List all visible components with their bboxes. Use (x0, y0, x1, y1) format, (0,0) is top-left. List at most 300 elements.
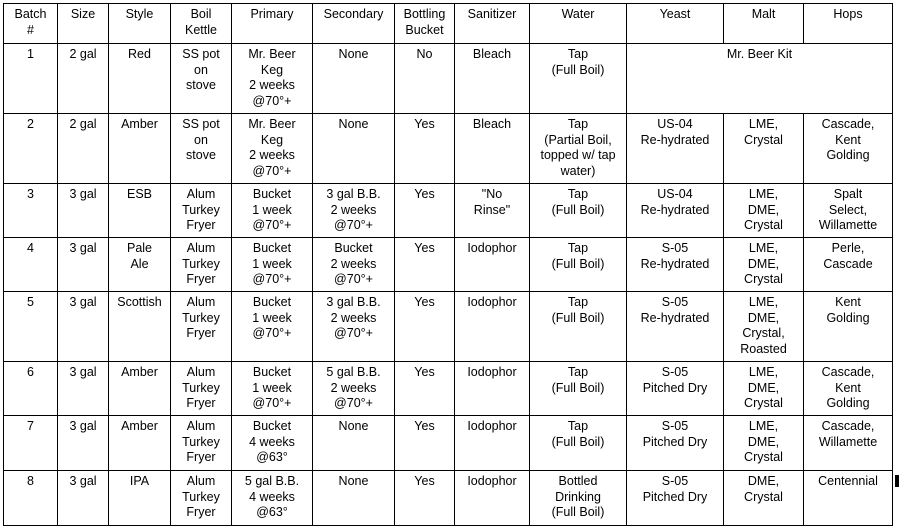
cell-text: Pitched Dry (642, 380, 708, 395)
cell-text: (Full Boil) (551, 380, 605, 395)
cell-text: 3 gal (69, 187, 97, 201)
cell-water (530, 44, 627, 114)
cell-text: Bucket (334, 241, 373, 255)
cell-text: Willamette (818, 218, 878, 232)
cell-secondary (313, 362, 395, 416)
cell-size (58, 114, 109, 184)
header-sanitizer (455, 4, 530, 44)
cell-style (109, 292, 171, 362)
table-row (4, 292, 893, 362)
cell-text: Alum (186, 365, 216, 379)
cell-text: IPA (129, 474, 150, 488)
cell-text: (Partial Boil, (544, 132, 612, 147)
cell-text: Bucket (252, 419, 292, 433)
cell-text: "No (481, 187, 503, 201)
cell-yeast (627, 416, 724, 471)
cell-yeast (627, 471, 724, 526)
header-text: Primary (250, 7, 294, 21)
cell-text: Yes (414, 419, 435, 433)
cell-text: on (194, 62, 208, 77)
cell-text: Yes (414, 187, 435, 201)
cell-sanitizer (455, 362, 530, 416)
header-text: Boil (190, 7, 212, 21)
header-secondary (313, 4, 395, 44)
edge-marker (895, 475, 899, 487)
cell-text: Select, (828, 202, 868, 217)
cell-secondary (313, 292, 395, 362)
cell-text: DME, (747, 256, 780, 271)
cell-text: Tap (567, 117, 589, 131)
cell-batch (4, 471, 58, 526)
cell-text: Drinking (555, 489, 601, 504)
cell-hops (804, 416, 893, 471)
cell-text: 8 (27, 474, 34, 488)
cell-text: 2 (27, 117, 34, 131)
header-text: Bottling (403, 7, 446, 21)
cell-text: Centennial (818, 474, 878, 488)
cell-text: Kent (835, 132, 861, 147)
cell-hops (804, 471, 893, 526)
cell-text: Scottish (117, 295, 162, 309)
cell-text: on (194, 132, 208, 147)
cell-text: 2 weeks (330, 256, 377, 271)
cell-sanitizer (455, 292, 530, 362)
cell-primary (232, 471, 313, 526)
header-text: Malt (751, 7, 776, 21)
cell-text: S-05 (661, 419, 689, 433)
cell-primary (232, 416, 313, 471)
cell-text: Alum (186, 187, 216, 201)
cell-sanitizer (455, 471, 530, 526)
cell-style (109, 471, 171, 526)
cell-text: Bleach (472, 117, 512, 131)
cell-primary (232, 362, 313, 416)
cell-water (530, 362, 627, 416)
cell-batch (4, 238, 58, 292)
cell-text: Cascade, (821, 419, 875, 433)
cell-text: topped w/ tap (540, 148, 616, 162)
cell-size (58, 184, 109, 238)
cell-water (530, 292, 627, 362)
cell-primary (232, 292, 313, 362)
cell-text: 2 weeks (330, 202, 377, 217)
header-malt (724, 4, 804, 44)
cell-text: Re-hydrated (640, 310, 710, 325)
cell-kettle (171, 184, 232, 238)
cell-text: Tap (567, 241, 589, 255)
cell-text: @70°+ (334, 326, 373, 340)
cell-text: Re-hydrated (640, 256, 710, 271)
cell-text: Fryer (186, 505, 216, 519)
cell-size (58, 238, 109, 292)
cell-primary (232, 44, 313, 114)
cell-size (58, 416, 109, 471)
cell-text: Bottled (558, 474, 598, 488)
cell-style (109, 114, 171, 184)
cell-text: Tap (567, 295, 589, 309)
cell-text: None (338, 117, 369, 131)
cell-malt (724, 238, 804, 292)
cell-text: 5 gal B.B. (244, 474, 300, 488)
cell-text: LME, (748, 365, 779, 379)
cell-malt (724, 114, 804, 184)
cell-text: (Full Boil) (551, 256, 605, 271)
cell-text: DME, (747, 474, 780, 488)
cell-text: Bleach (472, 47, 512, 61)
cell-text: Crystal (744, 272, 783, 286)
cell-text: Yes (414, 117, 435, 131)
cell-text: @70°+ (334, 272, 373, 286)
cell-text: @70°+ (252, 396, 292, 410)
cell-text: 1 week (252, 256, 292, 271)
cell-text: 4 weeks (249, 434, 295, 449)
cell-batch (4, 114, 58, 184)
cell-text: Golding (826, 148, 870, 162)
cell-text: Fryer (186, 450, 216, 464)
cell-text: 4 weeks (249, 489, 295, 504)
cell-text: 5 (27, 295, 34, 309)
cell-size (58, 471, 109, 526)
cell-text: SS pot (182, 47, 220, 61)
cell-text: Yes (414, 474, 435, 488)
cell-text: @70°+ (334, 396, 373, 410)
cell-text: None (338, 47, 369, 61)
cell-hops (804, 114, 893, 184)
cell-primary (232, 238, 313, 292)
cell-text: LME, (748, 117, 779, 131)
cell-size (58, 362, 109, 416)
cell-text: 3 gal (69, 241, 97, 255)
cell-primary (232, 184, 313, 238)
header-text: Batch (14, 7, 47, 21)
cell-text: S-05 (661, 474, 689, 488)
cell-text: (Full Boil) (551, 202, 605, 217)
cell-secondary (313, 44, 395, 114)
cell-text: 2 gal (69, 47, 97, 61)
cell-text: Yes (414, 365, 435, 379)
cell-text: Turkey (182, 310, 220, 325)
table-row (4, 416, 893, 471)
cell-text: US-04 (657, 117, 693, 131)
cell-text: @70°+ (252, 272, 292, 286)
cell-text: Fryer (186, 218, 216, 232)
cell-text: Mr. Beer (248, 47, 296, 61)
cell-hops (804, 184, 893, 238)
cell-text: Re-hydrated (640, 132, 710, 147)
cell-text: Alum (186, 295, 216, 309)
cell-secondary (313, 238, 395, 292)
cell-bottling (395, 184, 455, 238)
cell-style (109, 416, 171, 471)
cell-text: Ale (130, 256, 149, 271)
cell-text: Iodophor (467, 474, 517, 488)
header-text: Sanitizer (467, 7, 517, 21)
cell-kettle (171, 238, 232, 292)
cell-text: Pitched Dry (642, 434, 708, 449)
cell-style (109, 184, 171, 238)
cell-text: ESB (126, 187, 152, 201)
cell-kit (627, 44, 893, 114)
cell-text: Crystal (744, 396, 783, 410)
cell-text: Amber (121, 419, 158, 433)
cell-text: @70°+ (252, 93, 292, 108)
cell-text: Alum (186, 241, 216, 255)
cell-text: Alum (186, 419, 216, 433)
header-yeast (627, 4, 724, 44)
cell-text: Turkey (182, 256, 220, 271)
cell-text: S-05 (661, 295, 689, 309)
cell-malt (724, 184, 804, 238)
cell-water (530, 184, 627, 238)
cell-kettle (171, 471, 232, 526)
cell-text: @70°+ (334, 218, 373, 232)
cell-text: 2 gal (69, 117, 97, 131)
cell-text: Turkey (182, 489, 220, 504)
cell-text: Crystal (744, 132, 783, 147)
cell-text: Crystal (744, 450, 783, 464)
cell-text: @70°+ (252, 218, 292, 232)
header-text: Secondary (323, 7, 384, 21)
cell-kettle (171, 362, 232, 416)
cell-secondary (313, 416, 395, 471)
cell-text: Tap (567, 419, 589, 433)
cell-malt (724, 471, 804, 526)
cell-primary (232, 114, 313, 184)
cell-text: Bucket (252, 295, 292, 309)
cell-text: (Full Boil) (551, 310, 605, 325)
cell-text: Pitched Dry (642, 489, 708, 504)
cell-text: Kent (835, 295, 861, 309)
cell-hops (804, 292, 893, 362)
cell-bottling (395, 292, 455, 362)
cell-text: US-04 (657, 187, 693, 201)
header-style (109, 4, 171, 44)
brew-log-table (3, 3, 893, 526)
header-text: Hops (833, 7, 863, 21)
cell-yeast (627, 238, 724, 292)
cell-text: LME, (748, 419, 779, 433)
cell-text: LME, (748, 241, 779, 255)
cell-text: 4 (27, 241, 34, 255)
cell-style (109, 238, 171, 292)
header-size (58, 4, 109, 44)
header-hops (804, 4, 893, 44)
cell-text: Cascade (823, 256, 873, 271)
cell-text: 7 (27, 419, 34, 433)
cell-text: S-05 (661, 241, 689, 255)
cell-sanitizer (455, 184, 530, 238)
cell-text: S-05 (661, 365, 689, 379)
cell-text: Fryer (186, 396, 216, 410)
cell-text: 1 week (252, 202, 292, 217)
cell-text: Mr. Beer (248, 117, 296, 131)
cell-yeast (627, 114, 724, 184)
cell-water (530, 416, 627, 471)
cell-hops (804, 238, 893, 292)
cell-malt (724, 292, 804, 362)
cell-text: Pale (126, 241, 153, 255)
header-text: Size (70, 7, 96, 21)
cell-text: 1 week (252, 380, 292, 395)
header-row (4, 4, 893, 44)
cell-text: Yes (414, 241, 435, 255)
cell-text: (Full Boil) (551, 62, 605, 77)
cell-secondary (313, 184, 395, 238)
cell-text: 3 gal (69, 474, 97, 488)
cell-text: 6 (27, 365, 34, 379)
header-bottling-bucket (395, 4, 455, 44)
cell-text: 5 gal B.B. (326, 365, 381, 379)
cell-kettle (171, 292, 232, 362)
cell-text: Cascade, (821, 365, 875, 379)
cell-text: Amber (121, 117, 158, 131)
cell-text: Tap (567, 187, 589, 201)
cell-text: 1 week (252, 310, 292, 325)
cell-bottling (395, 362, 455, 416)
cell-text: None (338, 419, 369, 433)
cell-text: LME, (748, 295, 779, 309)
cell-text: Iodophor (467, 241, 517, 255)
header-text: Kettle (185, 22, 217, 37)
header-text: Yeast (659, 7, 691, 21)
cell-text: Perle, (831, 241, 865, 255)
cell-text: 2 weeks (249, 78, 295, 92)
cell-text: LME, (748, 187, 779, 201)
header-text: Bucket (405, 22, 444, 37)
cell-text: Red (128, 47, 151, 61)
header-text: Style (125, 7, 154, 21)
cell-sanitizer (455, 416, 530, 471)
cell-secondary (313, 114, 395, 184)
cell-text: 3 gal (69, 295, 97, 309)
cell-text: Crystal, (742, 326, 785, 340)
cell-text: None (338, 474, 369, 488)
cell-text: 3 gal (69, 419, 97, 433)
table-row (4, 184, 893, 238)
table-row (4, 471, 893, 526)
cell-sanitizer (455, 114, 530, 184)
cell-text: 3 gal (69, 365, 97, 379)
cell-text: (Full Boil) (551, 505, 605, 519)
cell-text: Re-hydrated (640, 202, 710, 217)
cell-text: Amber (121, 365, 158, 379)
cell-text: @70°+ (252, 163, 292, 178)
cell-text: water) (560, 163, 596, 178)
cell-bottling (395, 114, 455, 184)
cell-text: Keg (260, 62, 284, 77)
cell-sanitizer (455, 238, 530, 292)
cell-size (58, 292, 109, 362)
cell-text: Golding (826, 310, 870, 325)
cell-batch (4, 416, 58, 471)
header-primary (232, 4, 313, 44)
cell-text: Fryer (186, 272, 216, 286)
cell-text: @63° (256, 450, 288, 464)
header-text: # (27, 22, 34, 37)
cell-text: Bucket (252, 365, 292, 379)
cell-text: Cascade, (821, 117, 875, 131)
cell-water (530, 238, 627, 292)
cell-kettle (171, 416, 232, 471)
cell-sanitizer (455, 44, 530, 114)
cell-text: Bucket (252, 241, 292, 255)
cell-text: Rinse" (473, 202, 511, 217)
cell-secondary (313, 471, 395, 526)
cell-text: 1 (27, 47, 34, 61)
cell-text: Iodophor (467, 419, 517, 433)
cell-text: stove (186, 148, 216, 162)
cell-text: stove (186, 78, 216, 92)
cell-text: DME, (747, 380, 780, 395)
cell-bottling (395, 471, 455, 526)
cell-text: DME, (747, 434, 780, 449)
cell-malt (724, 416, 804, 471)
header-boil-kettle (171, 4, 232, 44)
cell-bottling (395, 238, 455, 292)
cell-text: Golding (826, 396, 870, 410)
table-body (4, 44, 893, 526)
cell-text: Alum (186, 474, 216, 488)
cell-batch (4, 44, 58, 114)
cell-bottling (395, 416, 455, 471)
cell-water (530, 471, 627, 526)
table-row (4, 44, 893, 114)
cell-text: DME, (747, 202, 780, 217)
cell-text: 2 weeks (330, 310, 377, 325)
header-water (530, 4, 627, 44)
cell-text: Kent (835, 380, 861, 395)
cell-batch (4, 184, 58, 238)
cell-text: No (416, 47, 433, 61)
cell-text: Bucket (252, 187, 292, 201)
cell-text: (Full Boil) (551, 434, 605, 449)
cell-kettle (171, 114, 232, 184)
cell-style (109, 44, 171, 114)
cell-text: Roasted (740, 341, 787, 356)
cell-text: Yes (414, 295, 435, 309)
cell-hops (804, 362, 893, 416)
cell-yeast (627, 184, 724, 238)
cell-text: Tap (567, 365, 589, 379)
table-row (4, 362, 893, 416)
cell-malt (724, 362, 804, 416)
cell-text: Mr. Beer Kit (726, 47, 793, 61)
cell-text: @63° (256, 505, 288, 519)
cell-bottling (395, 44, 455, 114)
cell-style (109, 362, 171, 416)
cell-text: Fryer (186, 326, 216, 340)
cell-text: 3 gal B.B. (326, 295, 381, 309)
cell-text: Keg (260, 132, 284, 147)
cell-yeast (627, 292, 724, 362)
cell-text: Turkey (182, 434, 220, 449)
cell-text: Iodophor (467, 365, 517, 379)
cell-text: Spalt (833, 187, 863, 201)
cell-text: Turkey (182, 202, 220, 217)
cell-text: Iodophor (467, 295, 517, 309)
table-row (4, 114, 893, 184)
cell-yeast (627, 362, 724, 416)
cell-text: Turkey (182, 380, 220, 395)
cell-text: Crystal (744, 489, 783, 504)
cell-text: Crystal (744, 218, 783, 232)
table-row (4, 238, 893, 292)
cell-size (58, 44, 109, 114)
cell-text: Tap (567, 47, 589, 61)
cell-text: 2 weeks (330, 380, 377, 395)
cell-kettle (171, 44, 232, 114)
cell-text: 2 weeks (249, 148, 295, 162)
